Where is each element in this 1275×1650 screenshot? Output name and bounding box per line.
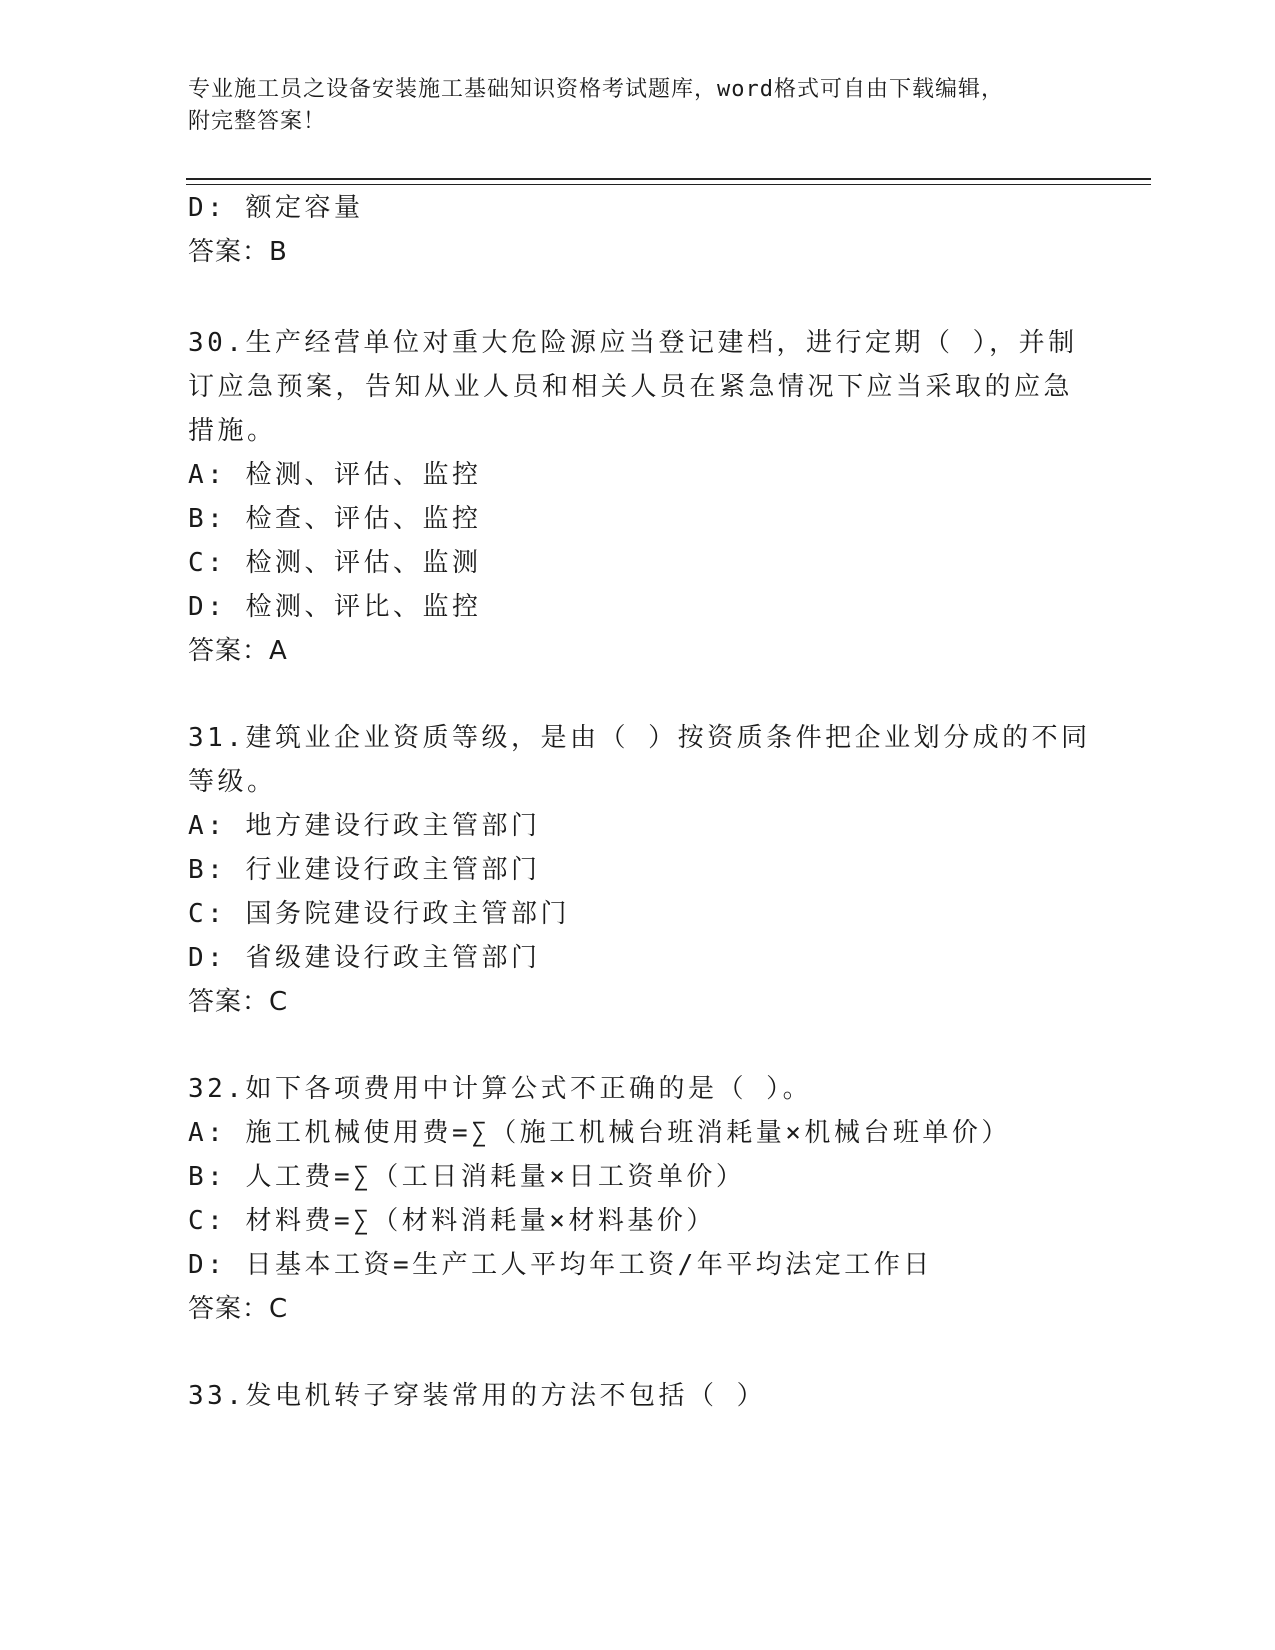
option-c: C: 检测、评估、监测 (188, 548, 482, 578)
option-b: B: 检查、评估、监控 (188, 504, 482, 534)
option-b: B: 行业建设行政主管部门 (188, 855, 541, 885)
option-d: D: 检测、评比、监控 (188, 592, 482, 622)
option-d: D: 额定容量 (188, 193, 364, 223)
header-divider-thin (186, 184, 1151, 185)
answer-line: 答案：C (188, 987, 289, 1017)
answer-line: 答案：B (188, 237, 288, 267)
option-c: C: 国务院建设行政主管部门 (188, 899, 570, 929)
question-text: 32.如下各项费用中计算公式不正确的是（ ）。 (188, 1074, 813, 1104)
answer-line: 答案：C (188, 1294, 289, 1324)
question-text: 30.生产经营单位对重大危险源应当登记建档，进行定期（ ），并制 (188, 328, 1078, 358)
header-divider-thick (186, 178, 1151, 180)
option-b: B: 人工费=∑（工日消耗量×日工资单价） (188, 1162, 746, 1192)
option-c: C: 材料费=∑（材料消耗量×材料基价） (188, 1206, 716, 1236)
option-a: A: 检测、评估、监控 (188, 460, 482, 490)
question-text: 等级。 (188, 767, 277, 797)
question-text: 措施。 (188, 416, 277, 446)
header-line-1: 专业施工员之设备安装施工基础知识资格考试题库，word格式可自由下载编辑， (188, 77, 1004, 102)
answer-line: 答案：A (188, 636, 288, 666)
question-text: 订应急预案，告知从业人员和相关人员在紧急情况下应当采取的应急 (188, 372, 1074, 402)
question-text: 33.发电机转子穿装常用的方法不包括（ ） (188, 1381, 767, 1411)
option-a: A: 地方建设行政主管部门 (188, 811, 541, 841)
header-line-2: 附完整答案！ (188, 109, 327, 134)
document-header (188, 74, 1088, 138)
option-a: A: 施工机械使用费=∑（施工机械台班消耗量×机械台班单价） (188, 1118, 1011, 1148)
question-text: 31.建筑业企业资质等级，是由（ ）按资质条件把企业划分成的不同 (188, 723, 1091, 753)
option-d: D: 省级建设行政主管部门 (188, 943, 541, 973)
option-d: D: 日基本工资=生产工人平均年工资/年平均法定工作日 (188, 1250, 933, 1280)
